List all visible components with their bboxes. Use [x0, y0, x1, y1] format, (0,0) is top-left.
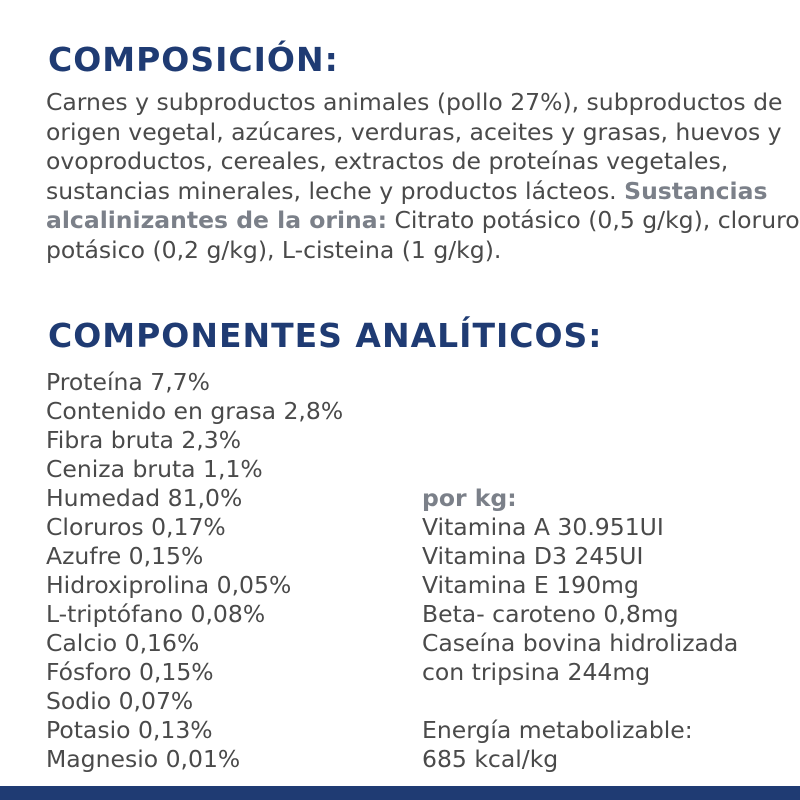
footer-bar	[0, 786, 800, 800]
analytical-item: Cloruros 0,17%	[46, 513, 226, 541]
per-kg-list	[422, 484, 738, 774]
analytical-item: Hidroxiprolina 0,05%	[46, 571, 292, 599]
per-kg-item: Vitamina A 30.951UI	[422, 513, 664, 541]
analytical-list	[46, 368, 343, 774]
per-kg-item: Caseína bovina hidrolizada	[422, 629, 739, 657]
per-kg-item: Vitamina D3 245UI	[422, 542, 644, 570]
analytical-heading: COMPONENTES ANALÍTICOS:	[48, 316, 603, 355]
per-kg-item: con tripsina 244mg	[422, 658, 651, 686]
analytical-item: Potasio 0,13%	[46, 716, 213, 744]
analytical-item: Proteína 7,7%	[46, 368, 210, 396]
analytical-item: Fósforo 0,15%	[46, 658, 214, 686]
spacer	[422, 687, 738, 716]
analytical-item: Fibra bruta 2,3%	[46, 426, 242, 454]
analytical-item: L-triptófano 0,08%	[46, 600, 266, 628]
analytical-item: Humedad 81,0%	[46, 484, 243, 512]
energy-label: Energía metabolizable:	[422, 716, 693, 744]
analytical-item: Ceniza bruta 1,1%	[46, 455, 263, 483]
composition-text-part1: Carnes y subproductos animales (pollo 27%), subproductos de origen vegetal, azúcares, verduras, aceites y grasas, huevos y ovoproductos, cereales, extractos de proteínas vegetales, sustancias minerales, leche y productos lácteos.	[46, 88, 783, 205]
composition-heading: COMPOSICIÓN:	[48, 40, 339, 79]
composition-text-part2: Citrato potásico (0,5 g/kg), cloruro potásico (0,2 g/kg), L-cisteina (1 g/kg).	[46, 206, 800, 264]
per-kg-item: Vitamina E 190mg	[422, 571, 639, 599]
analytical-item: Sodio 0,07%	[46, 687, 194, 715]
per-kg-item: Beta- caroteno 0,8mg	[422, 600, 679, 628]
analytical-item: Contenido en grasa 2,8%	[46, 397, 344, 425]
analytical-item: Azufre 0,15%	[46, 542, 204, 570]
per-kg-heading: por kg:	[422, 484, 517, 512]
composition-text	[46, 88, 800, 265]
analytical-item: Calcio 0,16%	[46, 629, 200, 657]
analytical-item: Magnesio 0,01%	[46, 745, 241, 773]
energy-value: 685 kcal/kg	[422, 745, 559, 773]
urine-alkalinizing-label: Sustancias alcalinizantes de la orina:	[46, 176, 768, 234]
